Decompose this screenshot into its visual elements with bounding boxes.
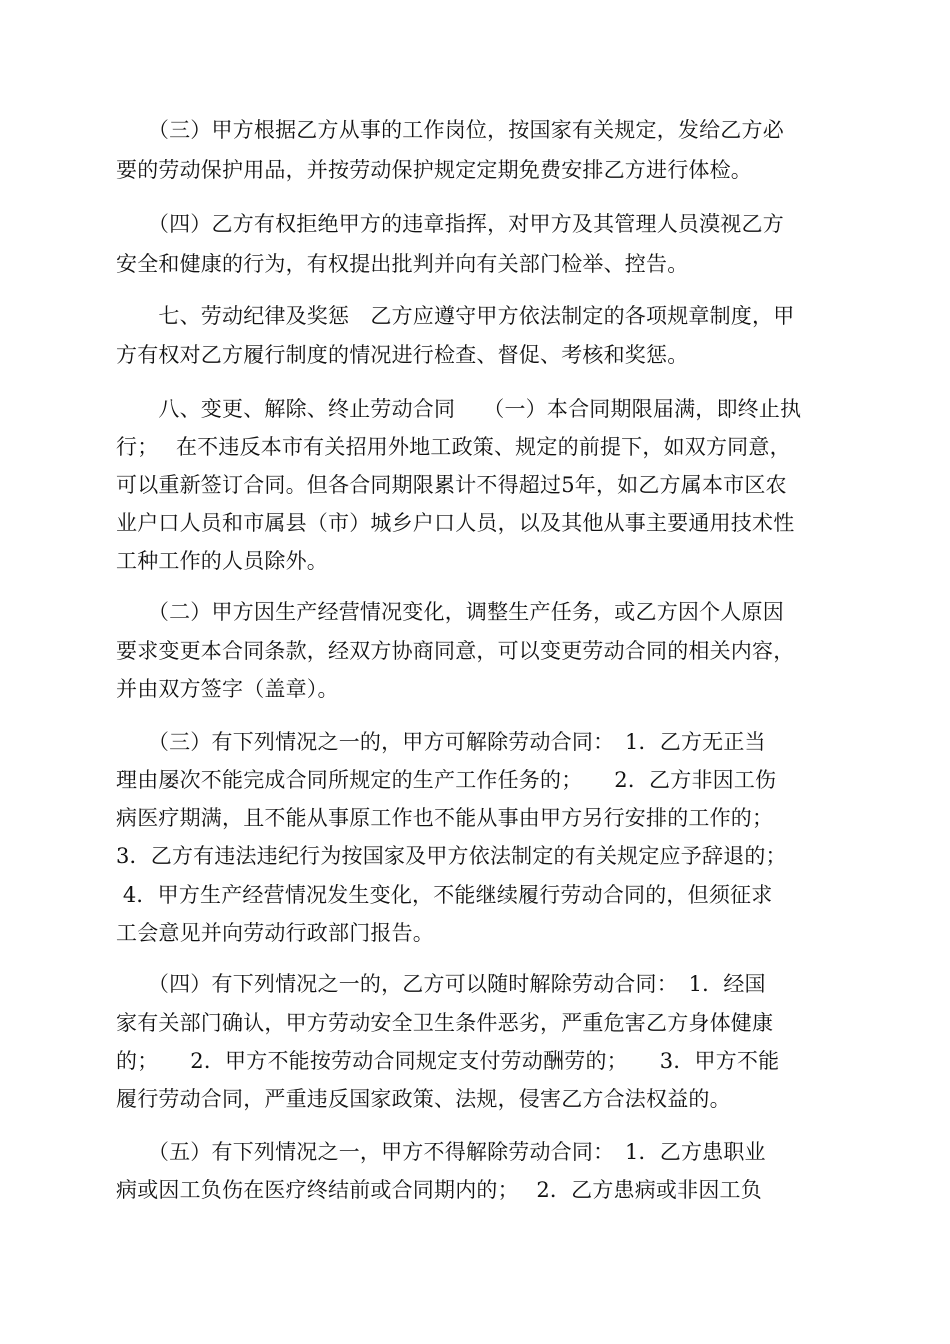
- paragraph-7-line-1: （四）有下列情况之一的，乙方可以随时解除劳动合同： 1．经国: [116, 972, 766, 996]
- paragraph-7-line-2: 家有关部门确认，甲方劳动安全卫生条件恶劣，严重危害乙方身体健康: [116, 1011, 774, 1035]
- paragraph-1-line-1: （三）甲方根据乙方从事的工作岗位，按国家有关规定，发给乙方必: [116, 118, 784, 142]
- paragraph-2-line-1: （四）乙方有权拒绝甲方的违章指挥，对甲方及其管理人员漠视乙方: [116, 212, 784, 236]
- paragraph-5-line-2: 要求变更本合同条款，经双方协商同意，可以变更劳动合同的相关内容，: [116, 639, 795, 663]
- paragraph-4-line-4: 业户口人员和市属县（市）城乡户口人员，以及其他从事主要通用技术性: [116, 511, 795, 535]
- paragraph-6-line-5: 4．甲方生产经营情况发生变化，不能继续履行劳动合同的，但须征求: [116, 883, 773, 907]
- paragraph-7-line-3: 的； 2．甲方不能按劳动合同规定支付劳动酬劳的； 3．甲方不能: [116, 1049, 780, 1073]
- paragraph-4-line-1: 八、变更、解除、终止劳动合同 （一）本合同期限届满，即终止执: [116, 397, 802, 421]
- paragraph-2-line-2: 安全和健康的行为，有权提出批判并向有关部门检举、控告。: [116, 252, 689, 276]
- paragraph-3-line-2: 方有权对乙方履行制度的情况进行检查、督促、考核和奖惩。: [116, 343, 689, 367]
- paragraph-3-line-1: 七、劳动纪律及奖惩 乙方应遵守甲方依法制定的各项规章制度，甲: [116, 304, 795, 328]
- paragraph-1-line-2: 要的劳动保护用品，并按劳动保护规定定期免费安排乙方进行体检。: [116, 158, 752, 182]
- paragraph-4-line-5: 工种工作的人员除外。: [116, 549, 328, 573]
- paragraph-7-line-4: 履行劳动合同，严重违反国家政策、法规，侵害乙方合法权益的。: [116, 1087, 731, 1111]
- paragraph-8-line-1: （五）有下列情况之一，甲方不得解除劳动合同： 1．乙方患职业: [116, 1140, 766, 1164]
- paragraph-6-line-1: （三）有下列情况之一的，甲方可解除劳动合同： 1．乙方无正当: [116, 730, 766, 754]
- paragraph-4-line-2: 行； 在不违反本市有关招用外地工政策、规定的前提下，如双方同意，: [116, 435, 791, 459]
- paragraph-8-line-2: 病或因工负伤在医疗终结前或合同期内的； 2．乙方患病或非因工负: [116, 1178, 762, 1202]
- paragraph-4-line-3: 可以重新签订合同。但各合同期限累计不得超过5年，如乙方属本市区农: [116, 473, 787, 497]
- paragraph-6-line-4: 3．乙方有违法违纪行为按国家及甲方依法制定的有关规定应予辞退的；: [116, 844, 787, 868]
- paragraph-6-line-3: 病医疗期满，且不能从事原工作也不能从事由甲方另行安排的工作的；: [116, 806, 774, 830]
- paragraph-6-line-6: 工会意见并向劳动行政部门报告。: [116, 921, 434, 945]
- paragraph-5-line-1: （二）甲方因生产经营情况变化，调整生产任务，或乙方因个人原因: [116, 600, 784, 624]
- paragraph-6-line-2: 理由屡次不能完成合同所规定的生产工作任务的； 2．乙方非因工伤: [116, 768, 777, 792]
- paragraph-5-line-3: 并由双方签字（盖章）。: [116, 677, 339, 701]
